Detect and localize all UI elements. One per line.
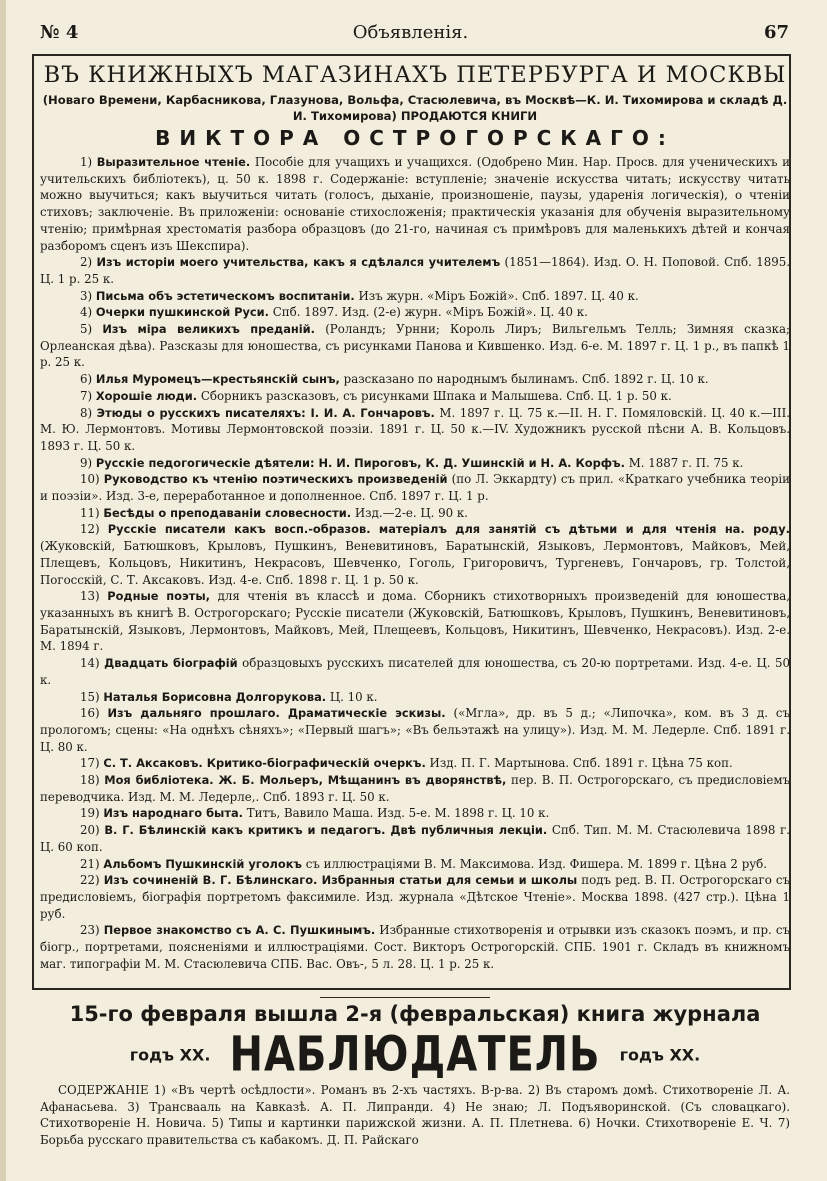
page-edge-shadow [0, 0, 6, 1181]
entry-details: Изд. П. Г. Мартынова. Спб. 1891 г. Цѣна 75 коп. [429, 756, 733, 771]
entry-title: Бесѣды о преподаваніи словесности. [103, 505, 352, 520]
issue-number: № 4 [40, 22, 79, 43]
entry-number: 7) [80, 388, 93, 403]
entry-number: 21) [80, 856, 100, 871]
entry-number: 19) [80, 806, 100, 821]
entry-title: Выразительное чтеніе. [96, 155, 251, 169]
entry-details: Титъ, Вавило Маша. Изд. 5-е. М. 1898 г. Ц. 10 к. [246, 806, 550, 821]
book-entry [40, 655, 790, 688]
entry-details: (1851—1864). Изд. О. Н. Поповой. Спб. 1895. Ц. 1 р. 25 к. [40, 255, 791, 286]
book-entry [40, 689, 790, 706]
entry-title: Русскіе писатели какъ восп.-образов. матеріалъ для занятій съ дѣтьми и для чтенія на. роду. [107, 522, 791, 537]
book-entry [40, 288, 790, 305]
separator-rule [320, 997, 490, 998]
entry-details: М. 1887 г. П. 75 к. [628, 455, 744, 470]
entry-details: Изд.—2-е. Ц. 90 к. [354, 505, 469, 520]
entry-title: Очерки пушкинской Руси. [95, 305, 269, 320]
entry-details: Пособіе для учащихъ и учащихся. (Одобрено Мин. Нар. Просв. для ученическихъ и учительскихъ библіотекъ), ц. 50 к. 1898 г. Содержаніе: вступленіе; значеніе искусства читать; искусству читать можно выучиться; какъ выучиться читать (голосъ, дыханіе, произношеніе, паузы, ударенія логическія), о чтеніи стиховъ; заключеніе. Въ приложеніи: основаніе стихосложенія; практическія указанія для обученія выразительному чтенію; примѣрная хрестоматія разбора образцовъ (до 21-го, начиная съ примѣровъ для маленькихъ дѣтей и кончая разборомъ сценъ изъ Шекспира). [40, 155, 791, 253]
year-label-right: годъ XX. [619, 1045, 701, 1065]
entry-details: Спб. Тип. М. М. Стасюлевича 1898 г. Ц. 60 коп. [40, 823, 790, 854]
entry-number: 18) [80, 773, 100, 788]
entry-number: 20) [80, 823, 100, 838]
entry-details: Изъ журн. «Міръ Божій». Спб. 1897. Ц. 40 к. [358, 288, 639, 303]
book-entry [40, 856, 790, 873]
book-entry [40, 872, 790, 922]
book-entry [40, 154, 790, 254]
entry-title: В. Г. Бѣлинскій какъ критикъ и педагогъ. Двѣ публичныя лекціи. [104, 823, 548, 838]
entry-title: Хорошіе люди. [95, 388, 198, 403]
entry-details: разсказано по народнымъ былинамъ. Спб. 1892 г. Ц. 10 к. [343, 372, 709, 387]
entry-title: Руководство къ чтенію поэтическихъ произведеній [103, 472, 448, 487]
ad-heading: ВЪ КНИЖНЫХЪ МАГАЗИНАХЪ ПЕТЕРБУРГА И МОСКВЫ [43, 62, 787, 88]
entry-details: Сборникъ разсказовъ, съ рисунками Шпака и Малышева. Спб. Ц. 1 р. 50 к. [200, 388, 672, 403]
book-entry [40, 521, 790, 588]
entry-details: подъ ред. В. П. Острогорскаго съ предисловіемъ, біографія портретомъ факсимиле. Изд. журнала «Дѣтское Чтеніе». Москва 1898. (427 стр.). Цѣна 1 руб. [40, 873, 791, 921]
entry-number: 9) [80, 455, 93, 470]
entry-title: Моя библіотека. Ж. Б. Мольеръ, Мѣщанинъ въ дворянствѣ, [104, 773, 507, 788]
book-entry [40, 922, 790, 972]
issue-contents: СОДЕРЖАНІЕ 1) «Въ чертѣ осѣдлости». Романъ въ 2-хъ частяхъ. В-р-ва. 2) Въ старомъ домѣ. Стихотвореніе Л. А. Афанасьева. 3) Трансвааль на Кавказѣ. А. П. Липранди. 4) Не знаю; Л. Подъяворинской. (Съ словацкаго). Стихотвореніе Н. Новича. 5) Типы и картинки парижской жизни. А. П. Плетнева. 6) Ночки. Стихотвореніе Е. Ч. 7) Борьба русскаго правительства съ кабакомъ. Д. П. Райскаго [40, 1083, 790, 1148]
book-entry [40, 772, 790, 805]
entry-number: 15) [80, 689, 100, 704]
book-entry [40, 755, 790, 772]
book-entry [40, 805, 790, 822]
entry-title: Альбомъ Пушкинскій уголокъ [103, 856, 302, 871]
entry-title: Изъ сочиненій В. Г. Бѣлинскаго. Избранныя статьи для семьи и школы [103, 873, 578, 888]
magazine-title: НАБЛЮДАТЕЛЬ [229, 1027, 601, 1083]
entry-number: 2) [80, 255, 93, 270]
page-number: 67 [763, 22, 789, 43]
entry-number: 22) [80, 873, 100, 888]
entry-number: 13) [80, 589, 100, 604]
entry-details: Ц. 10 к. [329, 689, 378, 704]
entry-number: 5) [80, 322, 93, 337]
entry-title: Наталья Борисовна Долгорукова. [103, 689, 327, 704]
entry-number: 11) [80, 505, 100, 520]
year-label-left: годъ XX. [129, 1045, 211, 1065]
entry-title: Первое знакомство съ А. С. Пушкинымъ. [103, 923, 376, 938]
entry-details: Спб. 1897. Изд. (2-е) журн. «Міръ Божій». Ц. 40 к. [272, 305, 588, 320]
running-head [32, 22, 789, 50]
journal-announcement [40, 1002, 790, 1149]
entry-title: Родные поэты, [107, 589, 210, 604]
entry-number: 14) [80, 656, 100, 671]
book-entry [40, 505, 790, 522]
entry-details: Избранные стихотворенія и отрывки изъ сказокъ поэмъ, и пр. съ біогр., портретами, поясненіями и иллюстраціями. Сост. Викторъ Острогорскій. СПБ. 1901 г. Складъ въ книжномъ маг. типографіи М. М. Стасюлевича СПБ. Вас. Овъ-, 5 л. 28. Ц. 1 р. 25 к. [40, 923, 791, 971]
book-entry [40, 588, 790, 655]
entry-details: пер. В. П. Острогорскаго, съ предисловіемъ переводчика. Изд. М. М. Ледерле,. Спб. 1893 г. Ц. 50 к. [40, 773, 791, 804]
entry-number: 10) [80, 472, 100, 487]
ad-subheading: (Новаго Времени, Карбасникова, Глазунова, Вольфа, Стасюлевича, въ Москвѣ—К. И. Тихомирова и складѣ Д. И. Тихомирова) ПРОДАЮТСЯ КНИГИ [42, 93, 788, 123]
book-entry [40, 471, 790, 504]
entry-title: Изъ міра великихъ преданій. [102, 322, 315, 337]
entry-number: 17) [80, 756, 100, 771]
entry-details: (по Л. Эккардту) съ прил. «Краткаго учебника теоріи и поэзіи». Изд. 3-е, переработанное и дополненное. Спб. 1897 г. Ц. 1 р. [40, 472, 791, 504]
bookstore-advertisement [40, 58, 790, 972]
entry-number: 8) [80, 405, 93, 420]
entry-title: С. Т. Аксаковъ. Критико-біографическій очеркъ. [103, 756, 426, 771]
entry-number: 23) [80, 923, 100, 938]
masthead-line [40, 1027, 790, 1083]
entry-details: («Мгла», др. въ 5 д.; «Липочка», ком. въ 3 д. съ прологомъ; сцены: «На однѣхъ сѣняхъ»; «Первый шагъ»; «Въ бельэтажѣ на улицу»). Изд. М. М. Ледерле. Спб. 1891 г. Ц. 80 к. [40, 706, 791, 754]
entry-title: Письма объ эстетическомъ воспитаніи. [95, 288, 355, 303]
book-entry [40, 371, 790, 388]
book-entry [40, 388, 790, 405]
book-entry [40, 321, 790, 371]
entry-number: 4) [80, 305, 93, 320]
entry-details: (Роландъ; Урнни; Король Лиръ; Вильгельмъ Телль; Зимняя сказка; Орлеанская дѣва). Разсказы для юношества, съ рисунками Панова и Кившенко. Изд. 6-е. М. 1897 г. Ц. 1 р., въ папкѣ 1 р. 25 к. [40, 322, 791, 370]
book-entry [40, 304, 790, 321]
entry-details: образцовыхъ русскихъ писателей для юношества, съ 20-ю портретами. Изд. 4-е. Ц. 50 к. [40, 656, 791, 687]
entry-details: для чтенія въ классѣ и дома. Сборникъ стихотворныхъ произведеній для юношества, указанныхъ въ книгѣ В. Острогорскаго; Русскіе писатели (Жуковскій, Батюшковъ, Крыловъ, Пушкинъ, Веневитиновъ, Баратынскій, Языковъ, Лермонтовъ, Майковъ, Мей, Плещеевъ, Кольцовъ, Никитинъ, Шевченко, Некрасовъ). Изд. 2-е. М. 1894 г. [40, 589, 791, 654]
entry-number: 12) [80, 522, 100, 537]
entry-number: 1) [80, 155, 93, 169]
entry-number: 3) [80, 288, 93, 303]
book-list [40, 154, 790, 972]
entry-number: 6) [80, 372, 93, 387]
author-name: ВИКТОРА ОСТРОГОРСКАГО: [155, 126, 675, 150]
entry-title: Илья Муромецъ—крестьянскій сынъ, [95, 372, 340, 387]
entry-title: Двадцать біографій [104, 656, 238, 671]
book-entry [40, 254, 790, 287]
entry-details: М. 1897 г. Ц. 75 к.—II. Н. Г. Помяловскій. Ц. 40 к.—III. М. Ю. Лермонтовъ. Мотивы Лермонтовской поэзіи. 1891 г. Ц. 50 к.—IV. Художникъ русской пѣсни А. В. Кольцовъ. 1893 г. Ц. 50 к. [40, 405, 791, 453]
entry-details: (Жуковскій, Батюшковъ, Крыловъ, Пушкинъ, Веневитиновъ, Баратынскій, Языковъ, Лермонтовъ, Майковъ, Мей, Плещевъ, Кольцовъ, Никитинъ, Некрасовъ, Шевченко, Гоголь, Григоровичъ, Тургеневъ, Гончаровъ, гр. Толстой, Погосскій, С. Т. Аксаковъ. Изд. 4-е. Спб. 1898 г. Ц. 1 р. 50 к. [40, 539, 790, 587]
book-entry [40, 455, 790, 472]
entry-number: 16) [80, 706, 100, 721]
entry-title: Изъ дальняго прошлаго. Драматическіе эскизы. [107, 706, 446, 721]
book-entry [40, 822, 790, 855]
entry-title: Изъ народнаго быта. [103, 806, 243, 821]
announcement-headline: 15-го февраля вышла 2-я (февральская) книга журнала [69, 1002, 761, 1026]
book-entry [40, 705, 790, 755]
entry-details: съ иллюстраціями В. М. Максимова. Изд. Фишера. М. 1899 г. Цѣна 2 руб. [305, 856, 768, 871]
entry-title: Изъ исторіи моего учительства, какъ я сдѣлался учителемъ [96, 255, 501, 270]
book-entry [40, 405, 790, 455]
entry-title: Этюды о русскихъ писателяхъ: I. И. А. Гончаровъ. [96, 405, 435, 420]
section-title: Объявленія. [352, 22, 469, 43]
entry-title: Русскіе педогогическіе дѣятели: Н. И. Пироговъ, К. Д. Ушинскій и Н. А. Корфъ. [95, 455, 625, 470]
